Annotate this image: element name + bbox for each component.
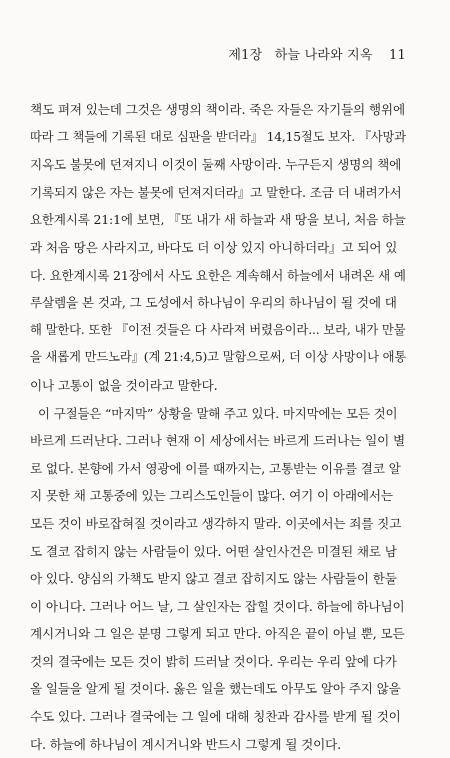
text-line: 해 말한다. 또한 『이전 것들은 다 사라져 버렸음이라... 보라, 내가 만물	[30, 322, 406, 337]
text-line: 수도 있다. 그러나 결국에는 그 일에 대해 칭찬과 감사를 받게 될 것이	[30, 709, 401, 725]
text-line: 계시거니와 그 일은 분명 그렇게 되고 만다. 아직은 끝이 아닐 뿐, 모든	[30, 626, 405, 642]
text-line: 아 있다. 양심의 가책도 받지 않고 결코 잡히지도 않는 사람들이 한둘	[30, 571, 397, 587]
text-line: 바르게 드러난다. 그러나 현재 이 세상에서는 바르게 드러나는 일이 별	[30, 433, 405, 449]
text-line: 지옥도 불못에 던져지니 이것이 둘째 사망이라. 누구든지 생명의 책에	[30, 157, 402, 173]
chapter-title: 하늘 나라와 지옥	[274, 48, 373, 63]
text-line: 요한계시록 21:1에 보면, 『또 내가 새 하늘과 새 땅을 보니, 처음 하늘	[30, 212, 406, 228]
text-line: 이나 고통이 없을 것이라고 말한다.	[30, 377, 218, 393]
text-line: 것의 결국에는 모든 것이 밝히 드러날 것이다. 우리는 우리 앞에 다가	[30, 653, 397, 669]
page-number: 11	[389, 48, 406, 63]
text-line: 책도 펴져 있는데 그것은 생명의 책이라. 죽은 자들은 자기들의 행위에	[30, 102, 405, 117]
text-line: 이 아니다. 그러나 어느 날, 그 살인자는 잡힐 것이다. 하늘에 하나님이	[30, 598, 405, 614]
body-text	[30, 96, 406, 758]
text-line: 루살렘을 본 것과, 그 도성에서 하나님이 우리의 하나님이 될 것에 대	[30, 295, 397, 311]
running-header	[228, 44, 406, 63]
text-line: 지 못한 채 고통중에 있는 그리스도인들이 많다. 여기 이 아래에서는	[30, 488, 393, 504]
text-line: 을 새롭게 만드노라』(계 21:4,5)고 말함으로써, 더 이상 사망이나 애통	[30, 350, 406, 365]
text-line: 올 일들을 알게 될 것이다. 옳은 일을 했는데도 아무도 알아 주지 않을	[30, 681, 401, 697]
text-line: 이 구절들은 “마지막” 상황을 말해 주고 있다. 마지막에는 모든 것이	[38, 405, 398, 421]
text-line: 따라 그 책들에 기록된 대로 심판을 받더라』 14,15절도 보자. 『사망과	[30, 129, 406, 144]
chapter-label: 제1장	[228, 48, 263, 63]
text-line: 로 없다. 본향에 가서 영광에 이를 때까지는, 고통받는 이유를 결코 알	[30, 460, 401, 476]
text-line: 과 처음 땅은 사라지고, 바다도 더 이상 있지 아니하더라』고 되어 있	[30, 239, 398, 255]
text-line: 도 결코 잡히지 않는 사람들이 있다. 어떤 살인사건은 미결된 채로 남	[30, 543, 397, 559]
text-line: 다. 하늘에 하나님이 계시거니와 반드시 그렇게 될 것이다.	[30, 736, 342, 752]
text-line: 모든 것이 바로잡혀질 것이라고 생각하지 말라. 이곳에서는 죄를 짓고	[30, 515, 402, 531]
text-line: 다. 요한계시록 21장에서 사도 요한은 계속해서 하늘에서 내려온 새 예	[30, 267, 406, 283]
text-line: 기록되지 않은 자는 불못에 던져지더라』고 말한다. 조금 더 내려가서	[30, 184, 402, 200]
